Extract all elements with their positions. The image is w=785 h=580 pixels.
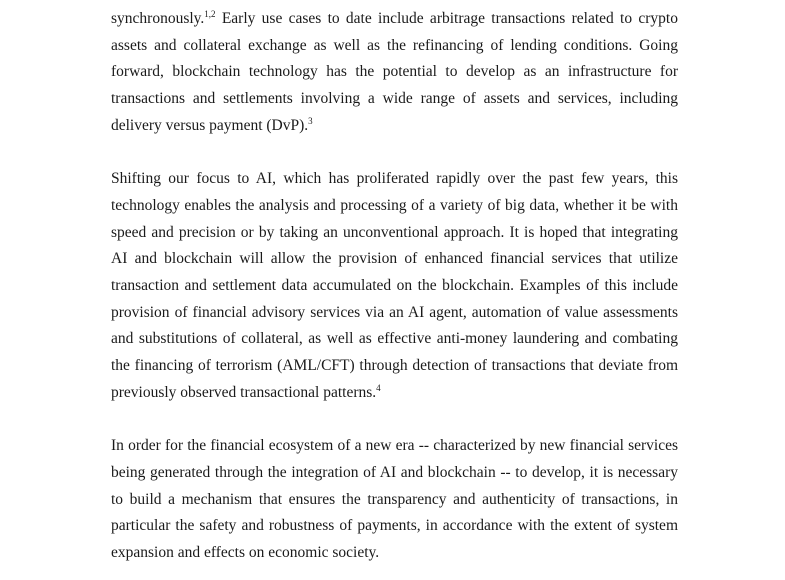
paragraph-ai-focus [111, 166, 678, 406]
paragraph-text: In order for the financial ecosystem of a new era -- characterized by new financial services being generated through the integration of AI and blockchain -- to develop, it is necessary to build a mechanism that ensures the transparency and authenticity of transactions, in particular the safety and robustness of payments, in accordance with the extent of system expansion and effects on economic society. [111, 437, 678, 562]
paragraph-text: synchronously. [111, 10, 205, 27]
paragraph-financial-ecosystem [111, 433, 678, 567]
footnote-ref: 4 [376, 382, 381, 393]
footnote-ref: 1,2 [204, 9, 216, 19]
paragraph-text: Early use cases to date include arbitrage transactions related to crypto assets and collateral exchange as well as the refinancing of lending conditions. Going forward, blockchain technology has the potential to develop as an infrastructure for transactions and settlements involving a wide range of assets and services, including delivery versus payment (DvP). [111, 10, 678, 134]
document-page [111, 6, 678, 567]
paragraph-text: Shifting our focus to AI, which has proliferated rapidly over the past few years, this technology enables the analysis and processing of a variety of big data, whether it be with speed and precision or by taking an unconventional approach. It is hoped that integrating AI and blockchain will allow the provision of enhanced financial services that utilize transaction and settlement data accumulated on the blockchain. Examples of this include provision of financial advisory services via an AI agent, automation of value assessments and substitutions of collateral, as well as effective anti-money laundering and combating the financing of terrorism (AML/CFT) through detection of transactions that deviate from previously observed transactional patterns. [111, 170, 678, 401]
footnote-ref: 3 [308, 115, 313, 126]
paragraph-blockchain-use-cases [111, 6, 678, 140]
